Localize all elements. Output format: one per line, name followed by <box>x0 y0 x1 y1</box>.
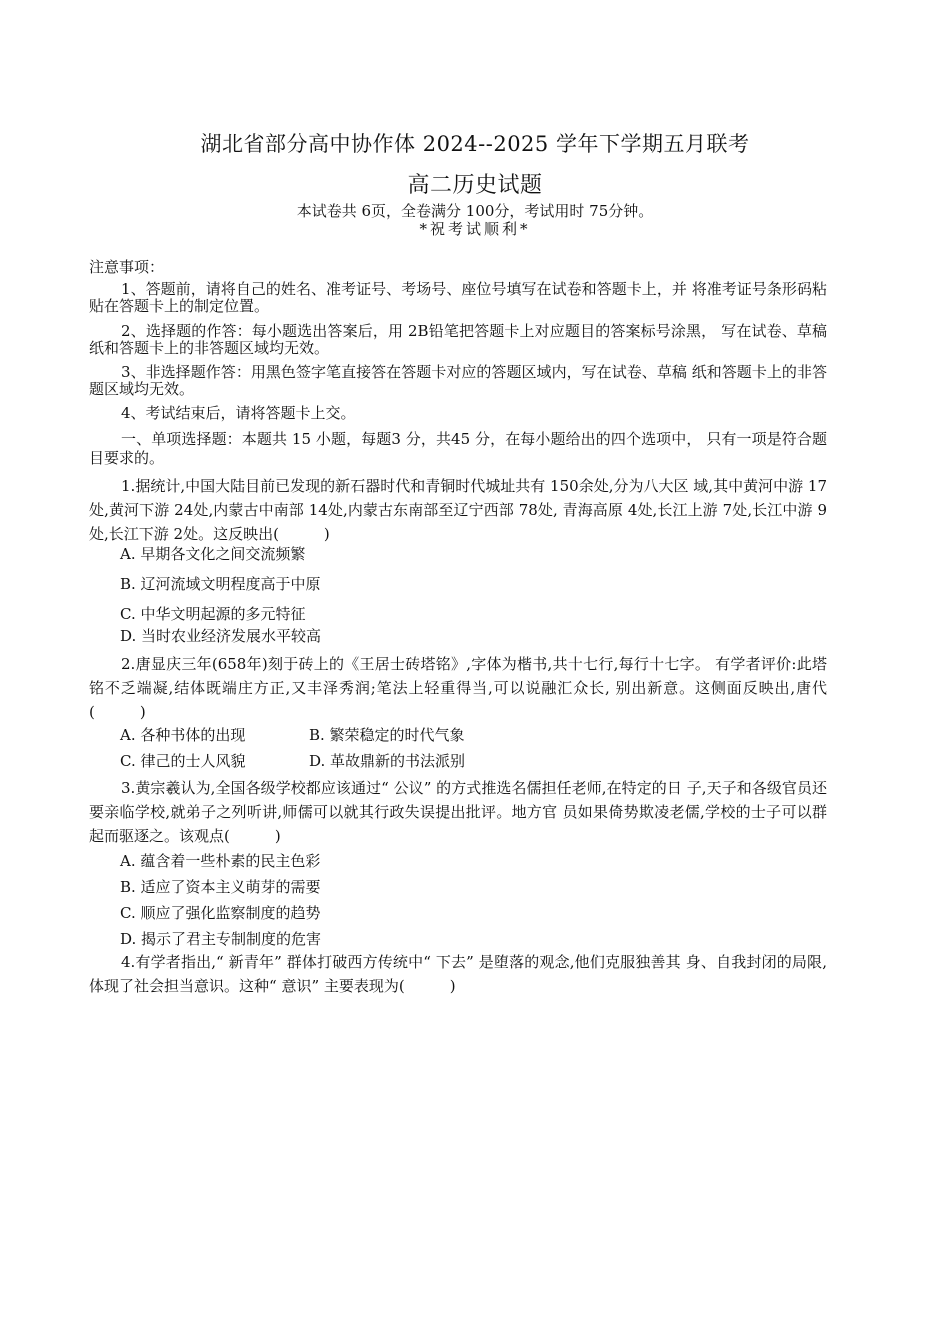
good-luck-line: *祝考试顺利* <box>419 220 531 238</box>
question-3-option-a: A. 蕴含着一些朴素的民主色彩 <box>120 852 321 870</box>
question-2-option-c: C. 律己的士人风貌 <box>120 752 246 770</box>
question-1-option-c: C. 中华文明起源的多元特征 <box>120 605 306 623</box>
question-1-option-b: B. 辽河流域文明程度高于中原 <box>120 575 321 593</box>
section-1-intro: 一、单项选择题：本题共 15 小题，每题3 分，共45 分，在每小题给出的四个选项中， 只有一项是符合题目要求的。 <box>89 430 827 467</box>
question-3-option-c: C. 顺应了强化监察制度的趋势 <box>120 904 321 922</box>
notes-heading: 注意事项： <box>89 258 165 276</box>
question-1-stem: 1.据统计,中国大陆目前已发现的新石器时代和青铜时代城址共有 150余处,分为八大区 域,其中黄河中游 17处,黄河下游 24处,内蒙古中南部 14处,内蒙古东南部至辽宁西部 78处, 青海高原 4处,长江上游 7处,长江中游 9处,长江下游 2处。这反映出( ) <box>89 477 827 543</box>
note-item-2: 2、选择题的作答：每小题选出答案后，用 2B铅笔把答题卡上对应题目的答案标号涂黑， 写在试卷、草稿纸和答题卡上的非答题区域均无效。 <box>89 322 827 357</box>
subject-title: 高二历史试题 <box>407 173 543 198</box>
note-item-1: 1、答题前，请将自己的姓名、准考证号、考场号、座位号填写在试卷和答题卡上，并 将准考证号条形码粘贴在答题卡上的制定位置。 <box>89 280 827 315</box>
question-1-option-d: D. 当时农业经济发展水平较高 <box>120 627 322 645</box>
question-3-option-b: B. 适应了资本主义萌芽的需要 <box>120 878 321 896</box>
question-2-option-a: A. 各种书体的出现 <box>120 726 246 744</box>
question-3-stem: 3.黄宗羲认为,全国各级学校都应该通过“ 公议” 的方式推选名儒担任老师,在特定的日 子,天子和各级官员还要亲临学校,就弟子之列听讲,师儒可以就其行政失误提出批评。地方官 员如果倚势欺凌老儒,学校的士子可以群起而驱逐之。该观点( ) <box>89 779 827 845</box>
note-item-3: 3、非选择题作答：用黑色签字笔直接答在答题卡对应的答题区域内，写在试卷、草稿 纸和答题卡上的非答题区域均无效。 <box>89 363 827 398</box>
question-4-stem: 4.有学者指出,“ 新青年” 群体打破西方传统中“ 下去” 是堕落的观念,他们克服独善其 身、自我封闭的局限,体现了社会担当意识。这种“ 意识” 主要表现为( ) <box>89 953 827 995</box>
exam-title: 湖北省部分高中协作体 2024--2025 学年下学期五月联考 <box>200 132 750 156</box>
question-2-option-d: D. 革故鼎新的书法派别 <box>309 752 466 770</box>
question-1-option-a: A. 早期各文化之间交流频繁 <box>120 545 306 563</box>
question-3-option-d: D. 揭示了君主专制制度的危害 <box>120 930 322 948</box>
note-item-4: 4、考试结束后，请将答题卡上交。 <box>121 404 356 422</box>
question-2-stem: 2.唐显庆三年(658年)刻于砖上的《王居士砖塔铭》,字体为楷书,共十七行,每行十七字。 有学者评价:此塔铭不乏端凝,结体既端庄方正,又丰泽秀润;笔法上轻重得当,可以说融汇众长, 别出新意。这侧面反映出,唐代( ) <box>89 655 827 721</box>
question-2-option-b: B. 繁荣稳定的时代气象 <box>309 726 465 744</box>
exam-info: 本试卷共 6页，全卷满分 100分，考试用时 75分钟。 <box>296 202 654 220</box>
